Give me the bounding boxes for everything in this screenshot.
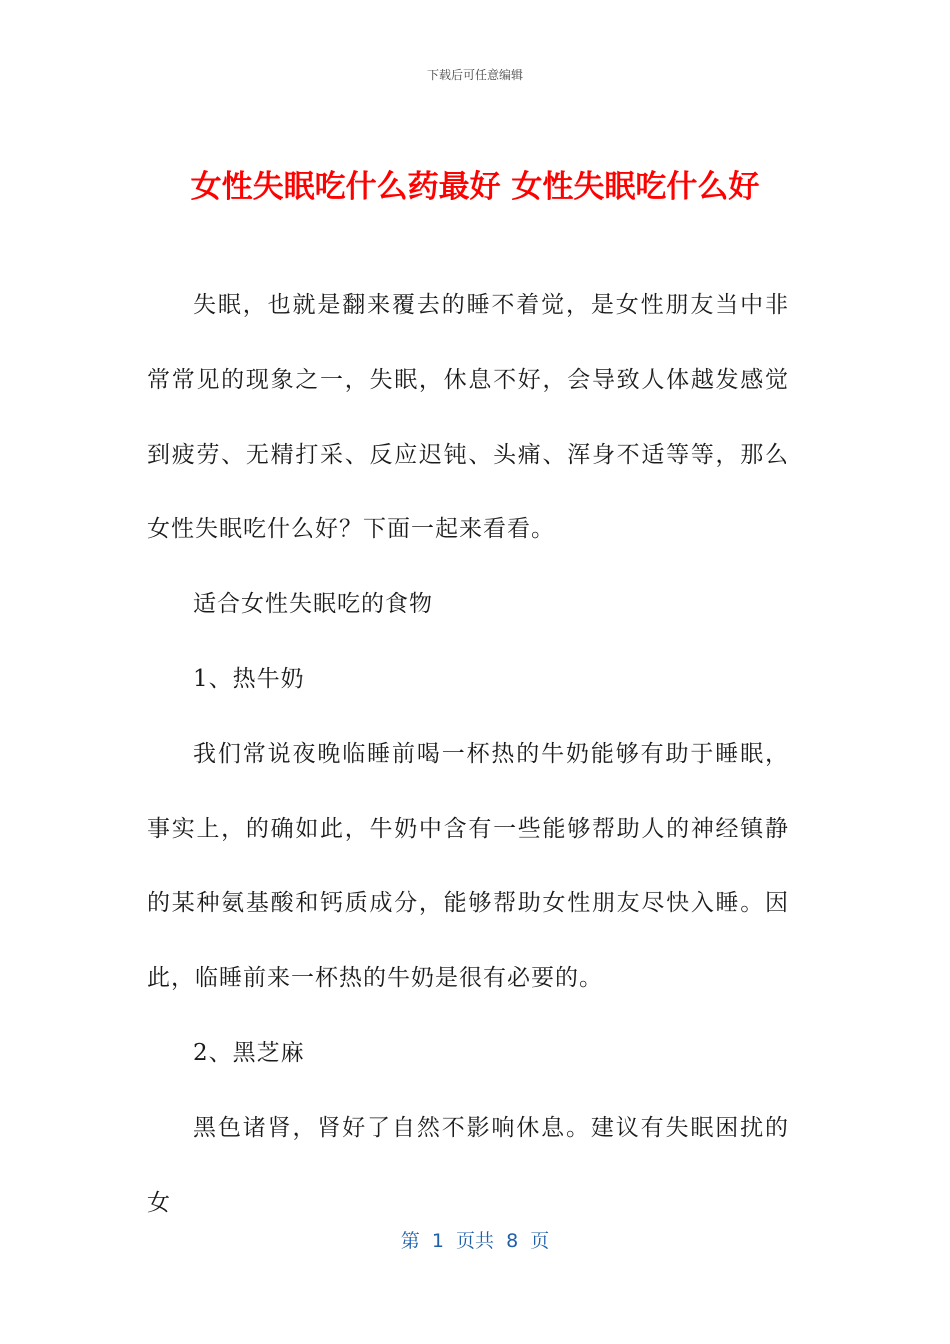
paragraph-item-2: 黑色诸肾，肾好了自然不影响休息。建议有失眠困扰的女	[147, 1114, 789, 1216]
document-title: 女性失眠吃什么药最好 女性失眠吃什么好	[190, 168, 760, 205]
item-heading-2: 2、黑芝麻	[193, 1039, 305, 1066]
paragraph-intro: 失眠，也就是翻来覆去的睡不着觉，是女性朋友当中非常常见的现象之一，失眠，休息不好，会导致人体越发感觉到疲劳、无精打采、反应迟钝、头痛、浑身不适等等，那么女性失眠吃什么好？下面一起来看看。	[147, 292, 789, 543]
paragraph-item-1: 我们常说夜晚临睡前喝一杯热的牛奶能够有助于睡眠，事实上，的确如此，牛奶中含有一些能够帮助人的神经镇静的某种氨基酸和钙质成分，能够帮助女性朋友尽快入睡。因此，临睡前来一杯热的牛奶是很有必要的。	[147, 740, 789, 992]
header-note: 下载后可任意编辑	[426, 68, 523, 82]
page-number-footer: 第 1 页共 8 页	[400, 1230, 550, 1252]
section-heading: 适合女性失眠吃的食物	[193, 591, 433, 618]
document-body	[147, 268, 789, 1240]
item-heading-1: 1、热牛奶	[193, 665, 305, 692]
